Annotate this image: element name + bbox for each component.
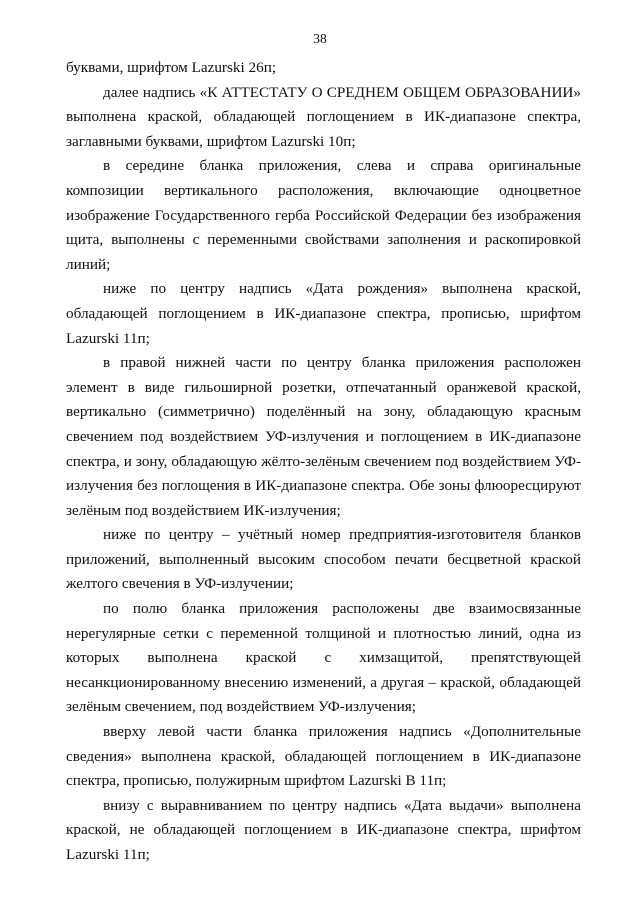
paragraph-1: буквами, шрифтом Lazurski 26п; [66, 59, 277, 76]
paragraph-9: внизу с выравниванием по центру надпись «Дата выдачи» выполнена краской, не обладающей поглощением в ИК-диапазоне спектра, шрифтом Lazurski 11п; [66, 796, 581, 863]
paragraph-4: ниже по центру надпись «Дата рождения» выполнена краской, обладающей поглощением в ИК-диапазоне спектра, прописью, шрифтом Lazurski 11п; [66, 280, 581, 347]
body-text [66, 56, 581, 868]
paragraph-3: в середине бланка приложения, слева и справа оригинальные композиции вертикального расположения, включающие одноцветное изображение Государственного герба Российской Федерации без изображения щита, выполнены с переменными свойствами заполнения и раскопировкой линий; [66, 157, 581, 273]
paragraph-6: ниже по центру – учётный номер предприятия-изготовителя бланков приложений, выполненный высоким способом печати бесцветной краской желтого свечения в УФ-излучении; [66, 526, 581, 593]
paragraph-5: в правой нижней части по центру бланка приложения расположен элемент в виде гильоширной розетки, отпечатанный оранжевой краской, вертикально (симметрично) поделённый на зону, обладающую красным свечением под воздействием УФ-излучения и поглощением в ИК-диапазоне спектра, и зону, обладающую жёлто-зелёным свечением под воздействием УФ-излучения без поглощения в ИК-диапазоне спектра. Обе зоны флюоресцируют зелёным под воздействием ИК-излучения; [66, 354, 581, 519]
page-number: 38 [313, 31, 327, 46]
paragraph-7: по полю бланка приложения расположены две взаимосвязанные нерегулярные сетки с переменной толщиной и плотностью линий, одна из которых выполнена краской с химзащитой, препятствующей несанкционированному внесению изменений, а другая – краской, обладающей зелёным свечением, под воздействием УФ-излучения; [66, 600, 581, 716]
paragraph-8: вверху левой части бланка приложения надпись «Дополнительные сведения» выполнена краской, обладающей поглощением в ИК-диапазоне спектра, прописью, полужирным шрифтом Lazurski B 11п; [66, 723, 581, 790]
paragraph-2: далее надпись «К АТТЕСТАТУ О СРЕДНЕМ ОБЩЕМ ОБРАЗОВАНИИ» выполнена краской, обладающей поглощением в ИК-диапазоне спектра, заглавными буквами, шрифтом Lazurski 10п; [66, 83, 581, 150]
